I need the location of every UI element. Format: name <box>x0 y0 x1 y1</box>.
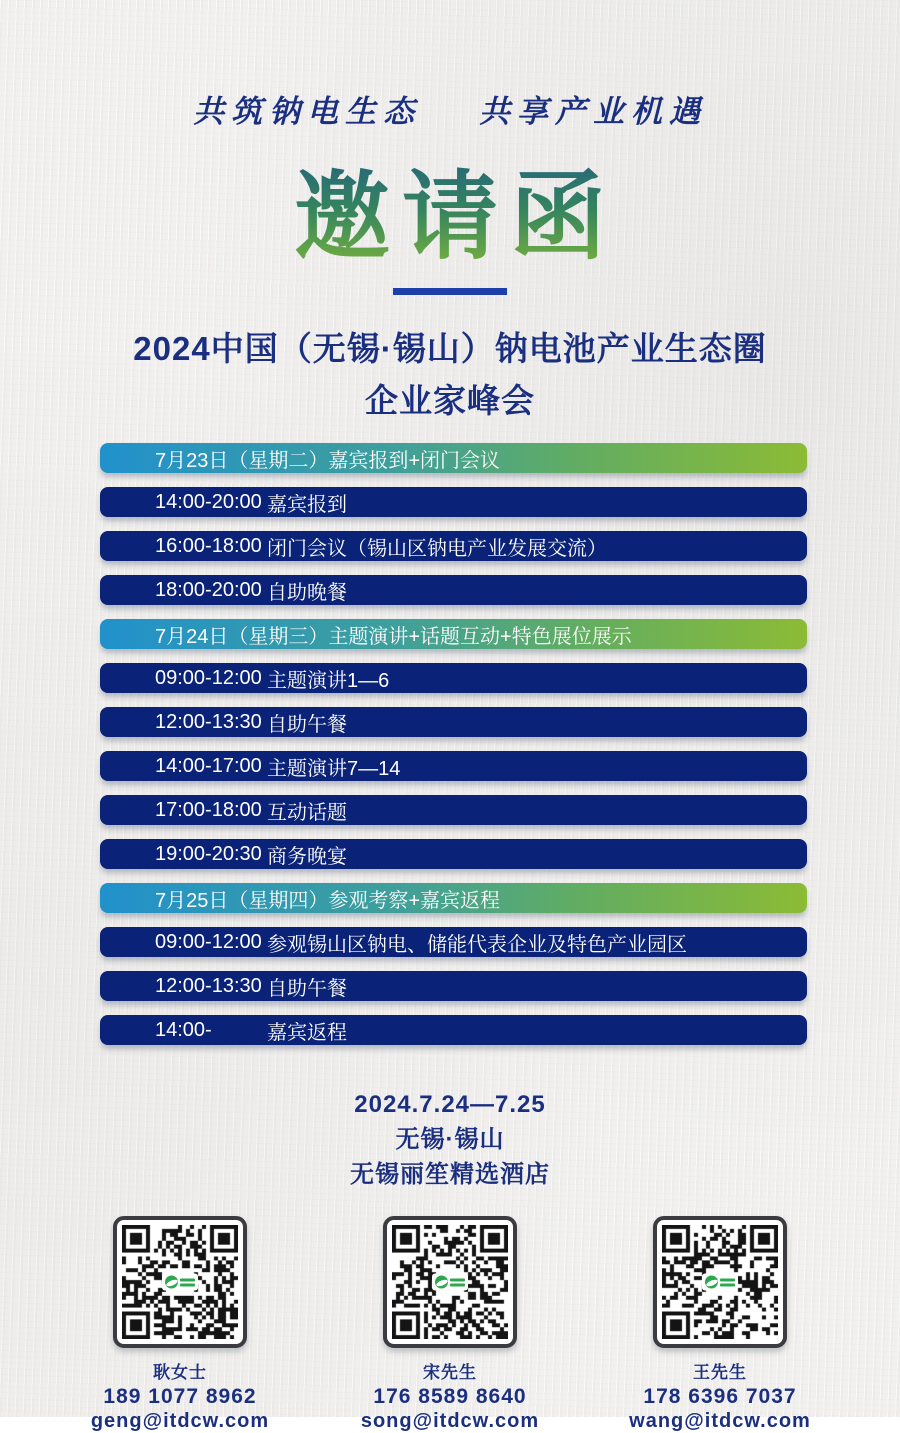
qr-center-logo <box>432 1274 468 1291</box>
contact-phone: 189 1077 8962 <box>103 1385 257 1408</box>
schedule-item <box>100 751 807 781</box>
item-time: 12:00-13:30 <box>155 710 262 733</box>
schedule-item <box>100 927 807 957</box>
slogan-left: 共筑钠电生态 <box>193 94 421 130</box>
schedule-day2-header <box>100 619 807 649</box>
event-title-line1: 2024中国（无锡·锡山）钠电池产业生态圈 <box>133 330 767 367</box>
contact-name: 王先生 <box>693 1363 747 1382</box>
contact-phone: 178 6396 7037 <box>643 1385 797 1408</box>
qr-code <box>113 1216 247 1348</box>
contact-phone: 176 8589 8640 <box>373 1385 527 1408</box>
item-time: 19:00-20:30 <box>155 842 262 865</box>
slogan-right: 共享产业机遇 <box>479 94 707 130</box>
schedule-item <box>100 839 807 869</box>
page-title: 邀请函 <box>0 141 900 278</box>
schedule <box>100 443 807 1045</box>
schedule-day1-header <box>100 443 807 473</box>
battery-network-logo-icon <box>165 1276 178 1289</box>
logo-text-lines <box>450 1276 465 1288</box>
battery-network-logo-icon <box>435 1276 448 1289</box>
item-time: 16:00-18:00 <box>155 534 262 557</box>
event-venue: 无锡丽笙精选酒店 <box>350 1161 550 1188</box>
contact-email: geng@itdcw.com <box>90 1410 270 1432</box>
contact-email: wang@itdcw.com <box>629 1410 811 1432</box>
battery-network-logo-icon <box>705 1276 718 1289</box>
qr-code <box>383 1216 517 1348</box>
item-label: 参观锡山区钠电、储能代表企业及特色产业园区 <box>267 933 687 956</box>
qr-center-logo <box>702 1274 738 1291</box>
schedule-item <box>100 971 807 1001</box>
logo-text-lines <box>720 1276 735 1288</box>
event-title <box>0 323 900 427</box>
item-time: 14:00- <box>155 1018 212 1041</box>
schedule-item <box>100 1015 807 1045</box>
event-meta <box>0 1087 900 1192</box>
slogan <box>0 86 900 131</box>
contact-name: 宋先生 <box>423 1363 477 1382</box>
event-dates: 2024.7.24—7.25 <box>354 1091 546 1118</box>
item-label: 自助午餐 <box>267 977 347 1000</box>
contact-email: song@itdcw.com <box>360 1410 540 1432</box>
item-label: 商务晚宴 <box>267 845 347 868</box>
item-label: 互动话题 <box>267 801 347 824</box>
item-time: 18:00-20:00 <box>155 578 262 601</box>
day-header-label: 7月23日（星期二）嘉宾报到+闭门会议 <box>155 449 501 472</box>
item-label: 嘉宾报到 <box>267 493 347 516</box>
qr-code <box>653 1216 787 1348</box>
item-label: 自助午餐 <box>267 713 347 736</box>
schedule-item <box>100 575 807 605</box>
item-label: 主题演讲1—6 <box>267 669 390 692</box>
event-location: 无锡·锡山 <box>395 1126 505 1153</box>
contacts <box>50 1216 850 1433</box>
item-time: 14:00-17:00 <box>155 754 262 777</box>
title-divider <box>393 288 507 295</box>
schedule-item <box>100 663 807 693</box>
contact-card <box>320 1216 580 1433</box>
item-label: 嘉宾返程 <box>267 1021 347 1044</box>
item-time: 17:00-18:00 <box>155 798 262 821</box>
item-time: 12:00-13:30 <box>155 974 262 997</box>
item-label: 自助晚餐 <box>267 581 347 604</box>
item-label: 闭门会议（锡山区钠电产业发展交流） <box>267 537 607 560</box>
day-header-label: 7月24日（星期三）主题演讲+话题互动+特色展位展示 <box>155 625 632 648</box>
qr-center-logo <box>162 1274 198 1291</box>
item-time: 09:00-12:00 <box>155 666 262 689</box>
item-time: 14:00-20:00 <box>155 490 262 513</box>
contact-card <box>50 1216 310 1433</box>
schedule-day3-header <box>100 883 807 913</box>
event-title-line2: 企业家峰会 <box>365 382 535 419</box>
logo-text-lines <box>180 1276 195 1288</box>
item-label: 主题演讲7—14 <box>267 757 401 780</box>
contact-name: 耿女士 <box>153 1363 207 1382</box>
schedule-item <box>100 531 807 561</box>
schedule-item <box>100 707 807 737</box>
item-time: 09:00-12:00 <box>155 930 262 953</box>
schedule-item <box>100 795 807 825</box>
contact-card <box>590 1216 850 1433</box>
schedule-item <box>100 487 807 517</box>
day-header-label: 7月25日（星期四）参观考察+嘉宾返程 <box>155 889 501 912</box>
